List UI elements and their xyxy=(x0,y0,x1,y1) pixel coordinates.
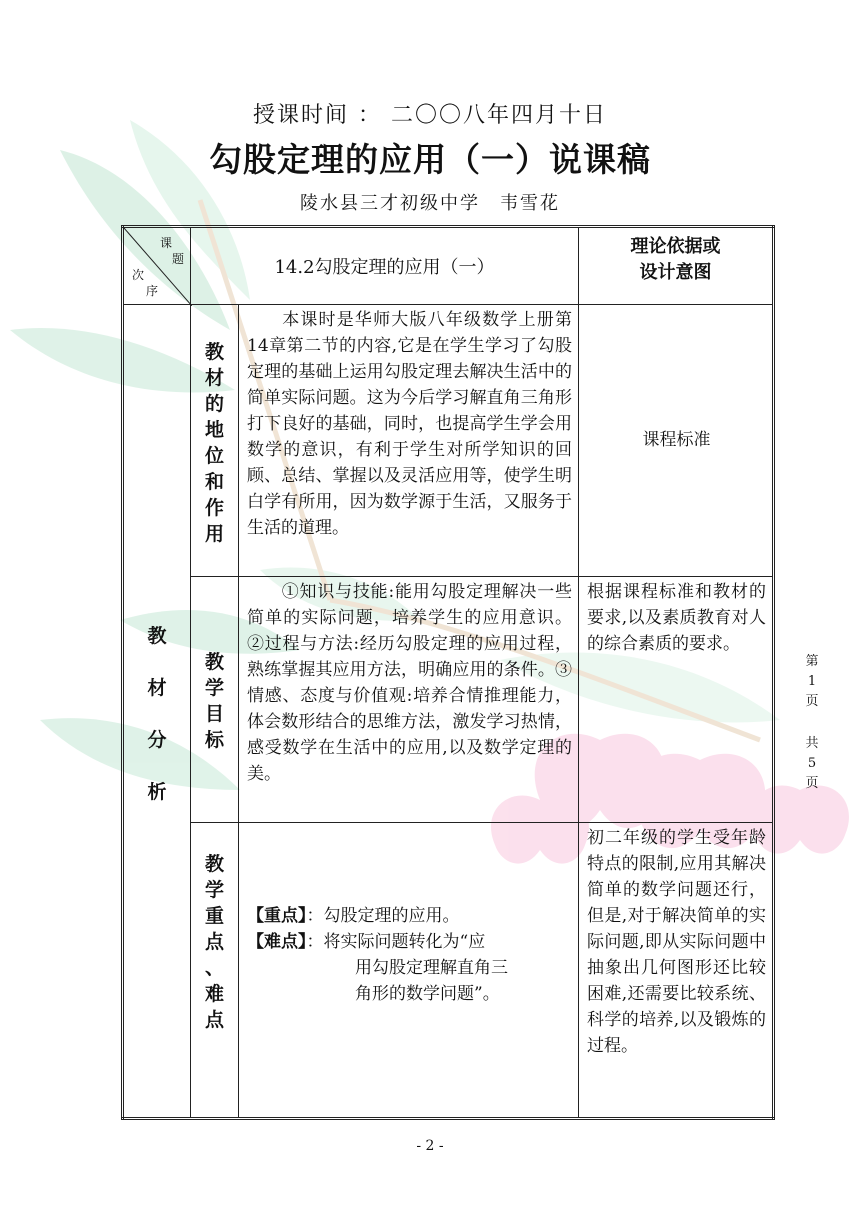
side-note-char: 共 xyxy=(805,736,819,751)
position-content xyxy=(239,305,579,577)
key-point-label: 【重点】 xyxy=(247,906,307,926)
page-number: - 2 - xyxy=(416,1138,444,1154)
difficulty-text-1: ：将实际问题转化为“应 xyxy=(306,932,486,952)
key-point-text: ：勾股定理的应用。 xyxy=(306,906,460,926)
corner-bottom-char2: 序 xyxy=(146,284,159,298)
row-label-char: 教 xyxy=(204,651,224,673)
row-label-char: 学 xyxy=(204,677,224,699)
corner-cell xyxy=(123,227,191,305)
row-label-char: 、 xyxy=(204,957,224,979)
basis-header-line2: 设计意图 xyxy=(639,262,712,283)
row-label-position xyxy=(191,305,239,577)
difficulty-line xyxy=(247,929,572,955)
row-label-char: 位 xyxy=(204,445,224,467)
teaching-date-value: 二〇〇八年四月十日 xyxy=(390,103,607,128)
row-label-char: 教 xyxy=(204,341,224,363)
key-points-content xyxy=(239,823,579,1119)
section-label-textbook-analysis xyxy=(123,305,191,1119)
corner-top-char2: 题 xyxy=(172,252,185,266)
teaching-date-label: 授课时间 ： xyxy=(252,103,382,128)
difficulty-text-3: 角形的数学问题”。 xyxy=(355,984,500,1004)
objectives-basis xyxy=(579,577,774,823)
author-line: 陵水县三才初级中学 韦雪花 xyxy=(300,193,560,214)
row-label-char: 材 xyxy=(204,367,224,389)
row-label-char: 标 xyxy=(204,729,224,751)
table-row-key-points xyxy=(123,823,774,1119)
section-label-char: 析 xyxy=(147,781,167,803)
position-text: 本课时是华师大版八年级数学上册第14章第二节的内容,它是在学生学习了勾股定理的基础上运用勾股定理去解决生活中的简单实际问题。这为今后学习解直角三角形打下良好的基础，同时，也提高学生学会用数学的意识，有利于学生对所学知识的回顾、总结、掌握以及灵活应用等，使学生明白学有所用，因为数学源于生活，又服务于生活的道理。 xyxy=(247,310,572,538)
row-label-char: 点 xyxy=(204,931,224,953)
section-label-char: 材 xyxy=(147,677,167,699)
row-label-char: 难 xyxy=(204,983,224,1005)
teaching-date-line xyxy=(0,98,860,129)
objectives-basis-text: 根据课程标准和教材的要求,以及素质教育对人的综合素质的要求。 xyxy=(587,582,766,654)
lesson-topic: 14.2勾股定理的应用（一） xyxy=(191,227,579,305)
key-point-line xyxy=(247,903,572,929)
key-points-basis-text: 初二年级的学生受年龄特点的限制,应用其解决简单的数学问题还行，但是,对于解决简单的实际问题,即从实际问题中抽象出几何图形还比较困难,还需要比较系统、科学的培养,以及锻炼的过程。 xyxy=(587,828,766,1056)
row-label-char: 学 xyxy=(204,879,224,901)
table-row-objectives xyxy=(123,577,774,823)
row-label-char: 重 xyxy=(204,905,224,927)
row-label-objectives xyxy=(191,577,239,823)
row-label-char: 点 xyxy=(204,1009,224,1031)
side-note-char: 第 xyxy=(805,654,819,669)
difficulty-label: 【难点】 xyxy=(247,932,307,952)
key-points-basis xyxy=(579,823,774,1119)
objectives-text: ①知识与技能:能用勾股定理解决一些简单的实际问题，培养学生的应用意识。 ②过程与方法:经历勾股定理的应用过程，熟练掌握其应用方法，明确应用的条件。③情感、态度与价值观:培养合情推理能力，体会数形结合的思维方法，激发学习热情，感受数学在生活中的应用,以及数学定理的美。 xyxy=(247,582,572,784)
side-note-char: 页 xyxy=(805,776,819,791)
side-note-char: 1 xyxy=(807,674,817,689)
table-header-row xyxy=(123,227,774,305)
corner-bottom-char1: 次 xyxy=(132,268,145,282)
row-label-char: 目 xyxy=(204,703,224,725)
side-note-char: 5 xyxy=(807,756,817,771)
position-basis: 课程标准 xyxy=(579,305,774,577)
row-label-char: 的 xyxy=(204,393,224,415)
lesson-table xyxy=(121,225,775,1120)
corner-top-char1: 课 xyxy=(160,236,173,250)
row-label-key-points xyxy=(191,823,239,1119)
basis-header-line1: 理论依据或 xyxy=(630,236,721,257)
row-label-char: 用 xyxy=(204,523,224,545)
section-label-char: 分 xyxy=(147,729,167,751)
row-label-char: 作 xyxy=(204,497,224,519)
document-title: 勾股定理的应用（一）说课稿 xyxy=(209,140,651,179)
side-note-char: 页 xyxy=(805,694,819,709)
row-label-char: 地 xyxy=(204,419,224,441)
difficulty-text-2: 用勾股定理解直角三 xyxy=(355,958,508,978)
section-label-char: 教 xyxy=(147,625,167,647)
row-label-char: 教 xyxy=(204,853,224,875)
row-label-char: 和 xyxy=(204,471,224,493)
page-side-note xyxy=(802,652,822,794)
table-row-position xyxy=(123,305,774,577)
basis-header xyxy=(579,227,774,305)
objectives-content xyxy=(239,577,579,823)
